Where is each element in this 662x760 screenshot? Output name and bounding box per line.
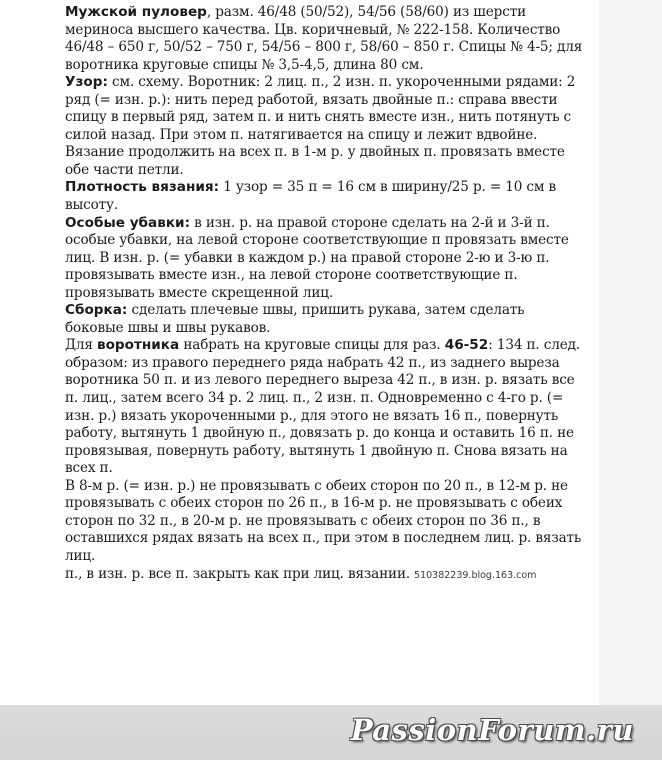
decreases-paragraph bbox=[65, 215, 585, 303]
final-last-line-text: п., в изн. р. все п. закрыть как при лиц. вязании. bbox=[65, 565, 411, 582]
collar-size: 46-52 bbox=[444, 337, 489, 354]
assembly-label: Сборка: bbox=[65, 302, 128, 319]
gauge-paragraph bbox=[65, 179, 585, 214]
final-text: В 8-м р. (= изн. р.) не провязывать с обеих сторон по 20 п., в 12-м р. не провязывать с обеих сторон по 26 п., в 16-м р. не провязывать с обеих сторон по 32 п., в 20-м р. не провязывать с обеих сторон по 36 п., в оставшихся рядах вязать на всех п., при этом в последнем лиц. р. вязать лиц. bbox=[65, 477, 582, 564]
intro-text: , разм. 46/48 (50/52), 54/56 (58/60) из шерсти мериноса высшего качества. Цв. коричневый, № 222-158. Количество 46/48 – 650 г, 50/52 – 750 г, 54/56 – 800 г, 58/60 – 850 г. Спицы № 4-5; для воротника круговые спицы № 3,5-4,5, длина 80 см. bbox=[65, 4, 583, 73]
final-paragraph bbox=[65, 478, 585, 566]
collar-prefix: Для bbox=[65, 337, 97, 354]
pattern-paragraph bbox=[65, 74, 585, 179]
gauge-label: Плотность вязания: bbox=[65, 179, 220, 196]
pattern-title: Мужской пуловер bbox=[65, 4, 207, 20]
footer-bar bbox=[0, 705, 662, 760]
collar-middle: набрать на круговые спицы для раз. bbox=[179, 337, 445, 354]
decreases-label: Особые убавки: bbox=[65, 214, 191, 231]
assembly-text: сделать плечевые швы, пришить рукава, затем сделать боковые швы и швы рукавов. bbox=[65, 302, 525, 336]
collar-paragraph bbox=[65, 337, 585, 477]
intro-paragraph bbox=[65, 4, 585, 74]
final-last-line bbox=[65, 566, 585, 585]
source-stamp: 510382239.blog.163.com bbox=[414, 569, 537, 581]
pattern-label: Узор: bbox=[65, 74, 108, 91]
collar-label: воротника bbox=[96, 337, 180, 354]
assembly-paragraph bbox=[65, 302, 585, 337]
collar-text: : 134 п. след. образом: из правого переднего ряда набрать 42 п., из заднего выреза воротника 50 п. и из левого переднего выреза 42 п., в изн. р. вязать все п. лиц., затем всего 34 р. 2 лиц. п., 2 изн. п. Одновременно с 4-го р. (= изн. р.) вязать укороченными р., для этого не вязать 16 п., повернуть работу, вытянуть 1 двойную п., довязать р. до конца и оставить 16 п. не провязывая, повернуть работу, вытянуть 1 двойную п. Снова вязать на всех п. bbox=[65, 337, 580, 477]
side-margin-band bbox=[599, 0, 662, 705]
gauge-text: 1 узор = 35 п = 16 см в ширину/25 р. = 10 см в высоту. bbox=[65, 179, 556, 214]
pattern-text: см. схему. Воротник: 2 лиц. п., 2 изн. п. укороченными рядами: 2 ряд (= изн. р.): нить перед работой, вязать двойные п.: справа ввести спицу в первый ряд, затем п. и нить снять вместе изн., нить потянуть с силой назад. При этом п. натягивается на спицу и лежит вдвойне. Вязание продолжить на всех п. в 1-м р. у двойных п. провязать вместе обе части петли. bbox=[65, 74, 576, 178]
watermark-logo: PassionForum.ru bbox=[350, 713, 634, 747]
decreases-text: в изн. р. на правой стороне сделать на 2-й и 3-й п. особые убавки, на левой стороне соответствующие п провязать вместе лиц. В изн. р. (= убавки в каждом р.) на правой стороне 2-ю и 3-ю п. провязывать вместе изн., на левой стороне соответствующие п. провязывать вместе скрещенной лиц. bbox=[65, 214, 569, 301]
knitting-instructions bbox=[65, 4, 585, 584]
